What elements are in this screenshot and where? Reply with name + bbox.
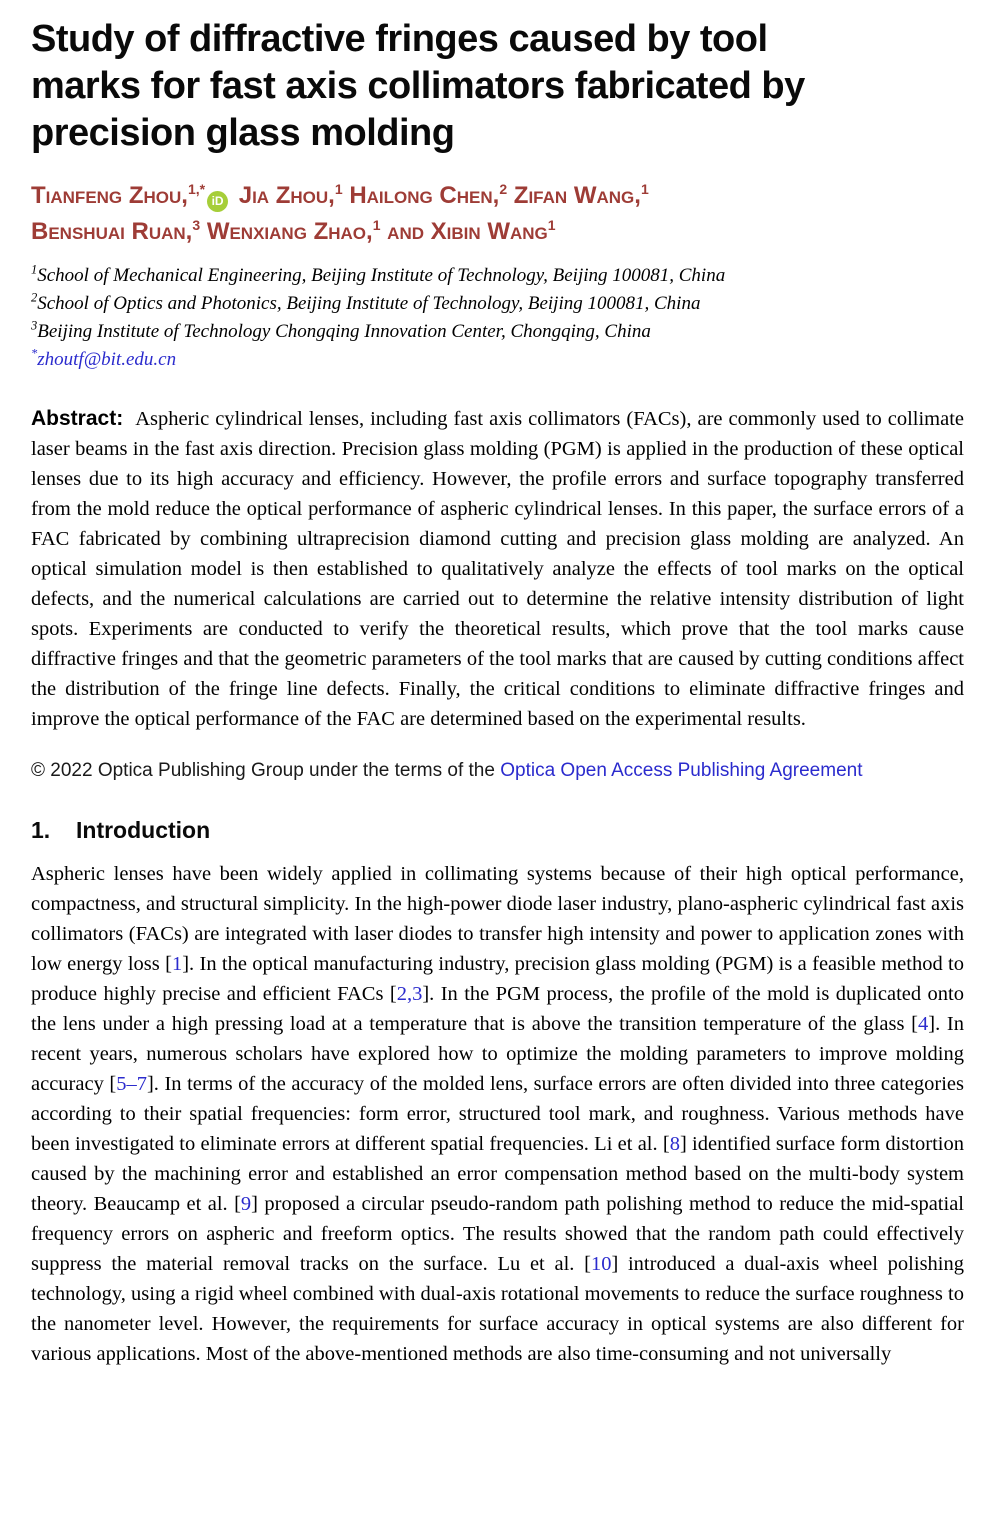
author-name: Zifan Wang, [513,182,641,209]
author-list [31,178,964,250]
email-line [31,346,964,374]
reference-link[interactable]: 9 [240,1193,252,1215]
paragraph-text: ]. In the PGM process, the profile of the mold is duplicated onto the lens under a high pressing load at a temperature that is above the transition temperature of the glass [ [31,983,964,1035]
affiliation-row [31,262,964,290]
affiliation-text: Beijing Institute of Technology Chongqing Innovation Center, Chongqing, China [37,321,651,342]
email-link[interactable]: zhoutf@bit.edu.cn [37,349,177,370]
author-superscript: 1 [372,217,381,233]
copyright-text: © 2022 Optica Publishing Group under the terms of the [31,760,501,781]
affiliation-list [31,262,964,346]
author-name: Jia Zhou, [238,182,335,209]
paragraph-text: ]. In recent years, numerous scholars have explored how to optimize the molding parameters to improve molding accuracy [ [31,1013,964,1095]
section-number: 1. [31,817,51,843]
affiliation-superscript: 3 [31,318,38,333]
title-line: Study of diffractive fringes caused by tool [31,18,768,60]
title-line: marks for fast axis collimators fabricated by [31,65,805,107]
reference-link[interactable]: 5–7 [116,1073,147,1095]
author-superscript: 2 [499,181,508,197]
affiliation-text: School of Optics and Photonics, Beijing Institute of Technology, Beijing 100081, China [37,293,701,314]
section-heading [31,816,964,844]
title-line: precision glass molding [31,112,455,154]
author-row [31,178,964,214]
paragraph-text: ]. In the optical manufacturing industry, precision glass molding (PGM) is a feasible method to produce highly precise and efficient FACs [ [31,953,964,1005]
abstract-text: Aspheric cylindrical lenses, including fast axis collimators (FACs), are commonly used to collimate laser beams in the fast axis direction. Precision glass molding (PGM) is applied in the production of these optical lenses due to its high accuracy and efficiency. However, the profile errors and surface topography transferred from the mold reduce the optical performance of aspheric cylindrical lenses. In this paper, the surface errors of a FAC fabricated by combining ultraprecision diamond cutting and precision glass molding are analyzed. An optical simulation model is then established to qualitatively analyze the effects of tool marks on the optical defects, and the numerical calculations are carried out to determine the relative intensity distribution of light spots. Experiments are conducted to verify the theoretical results, which prove that the tool marks cause diffractive fringes and that the geometric parameters of the tool marks that are caused by cutting conditions affect the distribution of the fringe line defects. Finally, the critical conditions to eliminate diffractive fringes and improve the optical performance of the FAC are determined based on the experimental results. [31,408,964,730]
author-name: Benshuai Ruan, [31,218,193,245]
abstract-label: Abstract: [31,407,124,430]
affiliation-row [31,290,964,318]
open-access-agreement-link[interactable]: Optica Open Access Publishing Agreement [500,760,863,781]
affiliation-superscript: 1 [31,262,38,277]
reference-link[interactable]: 8 [669,1133,680,1155]
author-superscript: 1 [640,181,649,197]
author-superscript: 3 [192,217,201,233]
author-row [31,214,964,250]
paper-title [31,16,964,157]
author-superscript: 1,* [187,181,206,197]
paragraph-text: ] introduced a dual-axis wheel polishing technology, using a rigid wheel combined with dual-axis rotational movements to reduce the surface roughness to the nanometer level. However, the requirements for surface accuracy in optical systems are also different for various applications. Most of the above-mentioned methods are also time-consuming and not universally [31,1253,964,1365]
affiliation-row [31,318,964,346]
author-name: and Xibin Wang [387,218,548,245]
author-superscript: 1 [334,181,343,197]
section-title: Introduction [76,817,211,843]
paragraph-text: Aspheric lenses have been widely applied in collimating systems because of their high optical performance, compactness, and structural simplicity. In the high-power diode laser industry, plano-aspheric cylindrical fast axis collimators (FACs) are integrated with laser diodes to transfer high intensity and power to application zones with low energy loss [ [31,863,964,975]
orcid-icon[interactable]: iD [207,191,228,212]
introduction-paragraph [31,859,964,1369]
paragraph-text: ] identified surface form distortion caused by the machining error and established an error compensation method based on the multi-body system theory. Beaucamp et al. [ [31,1133,964,1215]
paragraph-text: ] proposed a circular pseudo-random path polishing method to reduce the mid-spatial frequency errors on aspheric and freeform optics. The results showed that the random path could effectively suppress the material removal tracks on the surface. Lu et al. [ [31,1193,964,1275]
affiliation-superscript: 2 [31,290,38,305]
author-name: Hailong Chen, [349,182,500,209]
author-name: Wenxiang Zhao, [206,218,373,245]
copyright-line [31,758,964,783]
affiliation-text: School of Mechanical Engineering, Beijing Institute of Technology, Beijing 100081, China [37,265,726,286]
email-asterisk: * [31,346,38,361]
reference-link[interactable]: 10 [590,1253,612,1275]
abstract-paragraph [31,404,964,734]
author-superscript: 1 [547,217,556,233]
reference-link[interactable]: 1 [171,953,183,975]
author-name: Tianfeng Zhou, [31,182,188,209]
reference-link[interactable]: 4 [918,1013,929,1035]
reference-link[interactable]: 2,3 [396,983,423,1005]
paragraph-text: ]. In terms of the accuracy of the molded lens, surface errors are often divided into three categories according to their spatial frequencies: form error, structured tool mark, and roughness. Various methods have been investigated to eliminate errors at different spatial frequencies. Li et al. [ [31,1073,964,1155]
